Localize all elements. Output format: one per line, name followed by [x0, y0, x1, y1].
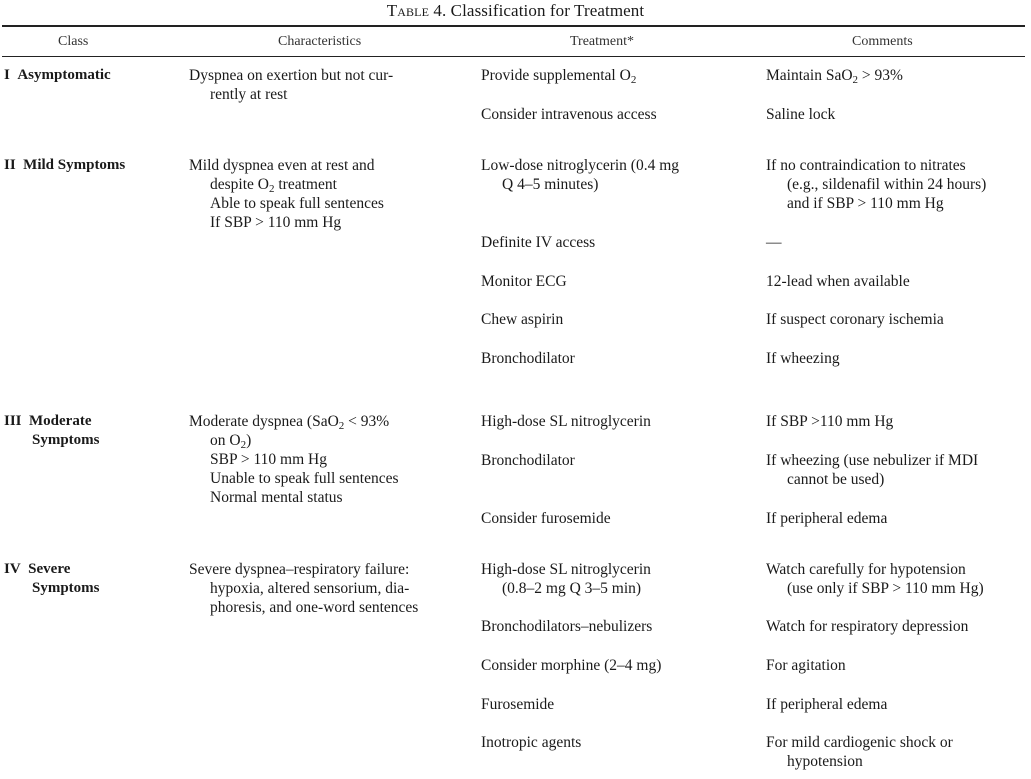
treatment-cell: Consider intravenous access: [481, 106, 657, 123]
comment-cell: If no contraindication to nitrates (e.g., sildenafil within 24 hours) and if SBP > 110 mm Hg: [766, 157, 987, 212]
comment-cell: For mild cardiogenic shock or hypotension: [766, 734, 953, 770]
characteristics-cell: Severe dyspnea–respiratory failure: hypoxia, altered sensorium, dia- phoresis, and one-word sentences: [189, 561, 419, 616]
header-treatment: Treatment*: [570, 34, 635, 49]
characteristics-cell: Dyspnea on exertion but not cur- rently at rest: [189, 67, 394, 103]
treatment-cell: High-dose SL nitroglycerin: [481, 413, 651, 430]
comment-cell: If wheezing: [766, 350, 840, 367]
treatment-cell: Low-dose nitroglycerin (0.4 mg Q 4–5 minutes): [481, 157, 680, 193]
comment-cell: If peripheral edema: [766, 696, 888, 713]
treatment-cell: Bronchodilator: [481, 452, 575, 469]
comment-cell: Maintain SaO$_2$ > 93%: [766, 67, 903, 86]
table-caption: [0, 1, 1031, 21]
header-rule: [2, 56, 1025, 57]
treatment-cell: Provide supplemental $O_2$: [481, 67, 637, 86]
class-label: IV Severe Symptoms: [4, 561, 100, 596]
treatment-cell: Inotropic agents: [481, 734, 582, 751]
class-label: I Asymptomatic: [4, 67, 111, 83]
comment-cell: For agitation: [766, 657, 846, 674]
comment-cell: If suspect coronary ischemia: [766, 311, 944, 328]
class-label: II Mild Symptoms: [4, 157, 126, 173]
header-class: Class: [58, 34, 89, 49]
treatment-cell: Monitor ECG: [481, 273, 567, 290]
characteristics-cell: Mild dyspnea even at rest and despite $O_2$ treatment Able to speak full sentences If SBP > 110 mm Hg: [189, 157, 384, 231]
comment-cell: If wheezing (use nebulizer if MDI cannot be used): [766, 452, 979, 488]
header-comments: Comments: [852, 34, 913, 49]
treatment-cell: Chew aspirin: [481, 311, 564, 328]
table-title: Classification for Treatment: [450, 1, 645, 20]
comment-cell: If SBP >110 mm Hg: [766, 413, 894, 430]
comment-cell: Watch for respiratory depression: [766, 618, 969, 635]
treatment-cell: Consider morphine (2–4 mg): [481, 657, 662, 674]
treatment-cell: Definite IV access: [481, 234, 596, 251]
class-label: III Moderate Symptoms: [4, 413, 100, 448]
treatment-cell: High-dose SL nitroglycerin (0.8–2 mg Q 3–5 min): [481, 561, 651, 597]
treatment-cell: Bronchodilators–nebulizers: [481, 618, 653, 635]
comment-cell: 12-lead when available: [766, 273, 910, 290]
treatment-cell: Bronchodilator: [481, 350, 575, 367]
header-characteristics: Characteristics: [278, 34, 362, 49]
comment-cell: Saline lock: [766, 106, 836, 123]
comment-cell: If peripheral edema: [766, 510, 888, 527]
characteristics-cell: Moderate dyspnea (SaO$_2$ < 93% on $O_2$) SBP > 110 mm Hg Unable to speak full sentences Normal mental status: [189, 413, 399, 506]
top-rule: [2, 25, 1025, 27]
treatment-cell: Furosemide: [481, 696, 555, 713]
table-number: Table 4.: [386, 1, 447, 20]
comment-cell: —: [766, 234, 782, 251]
treatment-cell: Consider furosemide: [481, 510, 611, 527]
comment-cell: Watch carefully for hypotension (use only if SBP > 110 mm Hg): [766, 561, 984, 597]
